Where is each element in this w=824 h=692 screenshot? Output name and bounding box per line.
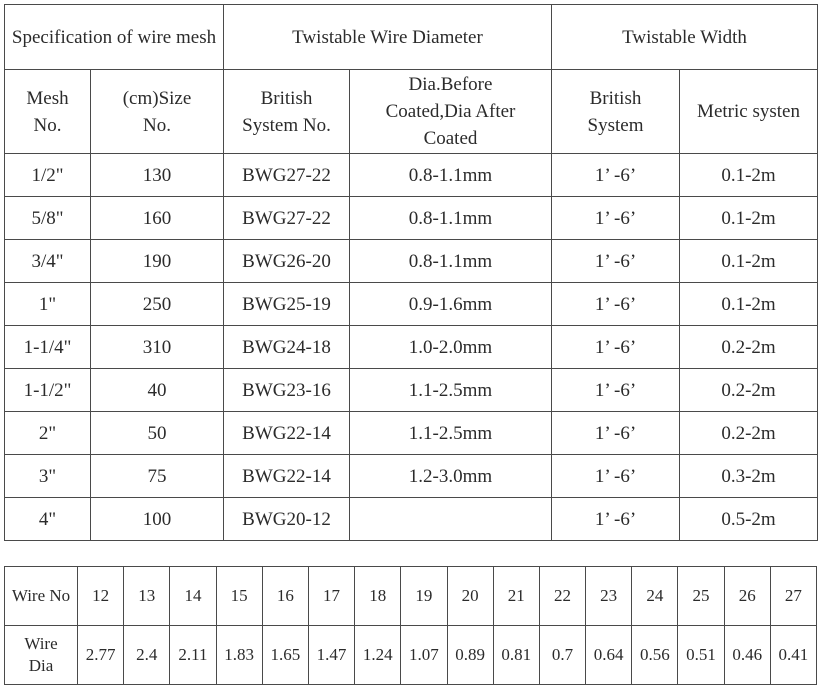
cell-size: 130: [91, 154, 224, 197]
cell-mesh: 2": [5, 412, 91, 455]
cell-bwg: BWG24-18: [224, 326, 350, 369]
cell-dia: 0.8-1.1mm: [350, 197, 552, 240]
wire-diameter-cell: 0.46: [724, 626, 770, 685]
cell-bwg: BWG26-20: [224, 240, 350, 283]
cell-british: 1’ -6’: [552, 369, 680, 412]
wire-number-cell: 25: [678, 567, 724, 626]
cell-british: 1’ -6’: [552, 283, 680, 326]
wire-mesh-spec-table: [4, 4, 818, 541]
header-british-system: British System: [552, 70, 680, 154]
cell-bwg: BWG22-14: [224, 412, 350, 455]
wire-gauge-table: [4, 566, 817, 685]
wire-diameter-cell: 1.65: [262, 626, 308, 685]
cell-british: 1’ -6’: [552, 240, 680, 283]
cell-british: 1’ -6’: [552, 498, 680, 541]
wire-number-cell: 14: [170, 567, 216, 626]
cell-british: 1’ -6’: [552, 412, 680, 455]
cell-dia: 1.0-2.0mm: [350, 326, 552, 369]
header-british-system-no: British System No.: [224, 70, 350, 154]
wire-number-cell: 26: [724, 567, 770, 626]
cell-metric: 0.1-2m: [680, 197, 818, 240]
cell-size: 100: [91, 498, 224, 541]
cell-mesh: 1-1/2": [5, 369, 91, 412]
cell-bwg: BWG22-14: [224, 455, 350, 498]
header-specification: Specification of wire mesh: [5, 5, 224, 70]
header-row-secondary: [5, 70, 818, 154]
cell-metric: 0.2-2m: [680, 369, 818, 412]
cell-dia: 1.1-2.5mm: [350, 369, 552, 412]
cell-british: 1’ -6’: [552, 154, 680, 197]
cell-size: 50: [91, 412, 224, 455]
cell-mesh: 1-1/4": [5, 326, 91, 369]
wire-diameter-cell: 1.83: [216, 626, 262, 685]
wire-diameter-cell: 0.51: [678, 626, 724, 685]
wire-diameter-cell: 0.7: [539, 626, 585, 685]
cell-dia: 0.8-1.1mm: [350, 154, 552, 197]
cell-size: 250: [91, 283, 224, 326]
cell-mesh: 3/4": [5, 240, 91, 283]
cell-dia: 0.8-1.1mm: [350, 240, 552, 283]
header-metric-system: Metric systen: [680, 70, 818, 154]
table-row: [5, 154, 818, 197]
cell-british: 1’ -6’: [552, 326, 680, 369]
wire-number-cell: 19: [401, 567, 447, 626]
cell-dia: [350, 498, 552, 541]
cell-mesh: 3": [5, 455, 91, 498]
table-row: [5, 240, 818, 283]
cell-bwg: BWG27-22: [224, 197, 350, 240]
wire-number-cell: 22: [539, 567, 585, 626]
table-row: [5, 455, 818, 498]
table-row: [5, 498, 818, 541]
cell-metric: 0.2-2m: [680, 412, 818, 455]
cell-mesh: 4": [5, 498, 91, 541]
wire-diameter-cell: 1.07: [401, 626, 447, 685]
table-row: [5, 283, 818, 326]
cell-mesh: 1/2": [5, 154, 91, 197]
cell-dia: 1.1-2.5mm: [350, 412, 552, 455]
header-dia: Dia.Before Coated,Dia After Coated: [350, 70, 552, 154]
wire-number-cell: 16: [262, 567, 308, 626]
cell-dia: 1.2-3.0mm: [350, 455, 552, 498]
wire-number-cell: 13: [124, 567, 170, 626]
cell-metric: 0.1-2m: [680, 283, 818, 326]
cell-mesh: 1": [5, 283, 91, 326]
wire-diameter-cell: 1.47: [308, 626, 354, 685]
wire-diameter-cell: 1.24: [355, 626, 401, 685]
cell-metric: 0.1-2m: [680, 154, 818, 197]
wire-number-cell: 27: [770, 567, 816, 626]
wire-number-cell: 21: [493, 567, 539, 626]
cell-dia: 0.9-1.6mm: [350, 283, 552, 326]
wire-diameter-cell: 0.41: [770, 626, 816, 685]
table-row: [5, 326, 818, 369]
cell-metric: 0.1-2m: [680, 240, 818, 283]
cell-metric: 0.2-2m: [680, 326, 818, 369]
wire-diameter-cell: 0.64: [586, 626, 632, 685]
cell-british: 1’ -6’: [552, 197, 680, 240]
wire-no-label: Wire No: [5, 567, 78, 626]
wire-number-cell: 23: [586, 567, 632, 626]
wire-number-cell: 18: [355, 567, 401, 626]
cell-size: 40: [91, 369, 224, 412]
cell-size: 160: [91, 197, 224, 240]
table-row: [5, 197, 818, 240]
wire-diameter-cell: 2.11: [170, 626, 216, 685]
header-twistable-diameter: Twistable Wire Diameter: [224, 5, 552, 70]
cell-size: 190: [91, 240, 224, 283]
cell-bwg: BWG23-16: [224, 369, 350, 412]
cell-metric: 0.3-2m: [680, 455, 818, 498]
header-mesh-no: Mesh No.: [5, 70, 91, 154]
cell-british: 1’ -6’: [552, 455, 680, 498]
cell-metric: 0.5-2m: [680, 498, 818, 541]
wire-number-cell: 12: [78, 567, 124, 626]
cell-bwg: BWG20-12: [224, 498, 350, 541]
table-row: [5, 412, 818, 455]
header-twistable-width: Twistable Width: [552, 5, 818, 70]
cell-bwg: BWG25-19: [224, 283, 350, 326]
wire-number-cell: 17: [308, 567, 354, 626]
wire-dia-label: Wire Dia: [5, 626, 78, 685]
wire-number-cell: 15: [216, 567, 262, 626]
spec-table-body: [5, 154, 818, 541]
table-row: [5, 369, 818, 412]
wire-diameter-row: [5, 626, 817, 685]
cell-mesh: 5/8": [5, 197, 91, 240]
cell-size: 75: [91, 455, 224, 498]
cell-size: 310: [91, 326, 224, 369]
wire-diameter-cell: 2.77: [78, 626, 124, 685]
wire-number-row: [5, 567, 817, 626]
cell-bwg: BWG27-22: [224, 154, 350, 197]
header-row-primary: [5, 5, 818, 70]
wire-diameter-cell: 2.4: [124, 626, 170, 685]
wire-diameter-cell: 0.81: [493, 626, 539, 685]
wire-diameter-cell: 0.89: [447, 626, 493, 685]
wire-diameter-cell: 0.56: [632, 626, 678, 685]
header-size-no: (cm)Size No.: [91, 70, 224, 154]
wire-number-cell: 20: [447, 567, 493, 626]
wire-number-cell: 24: [632, 567, 678, 626]
